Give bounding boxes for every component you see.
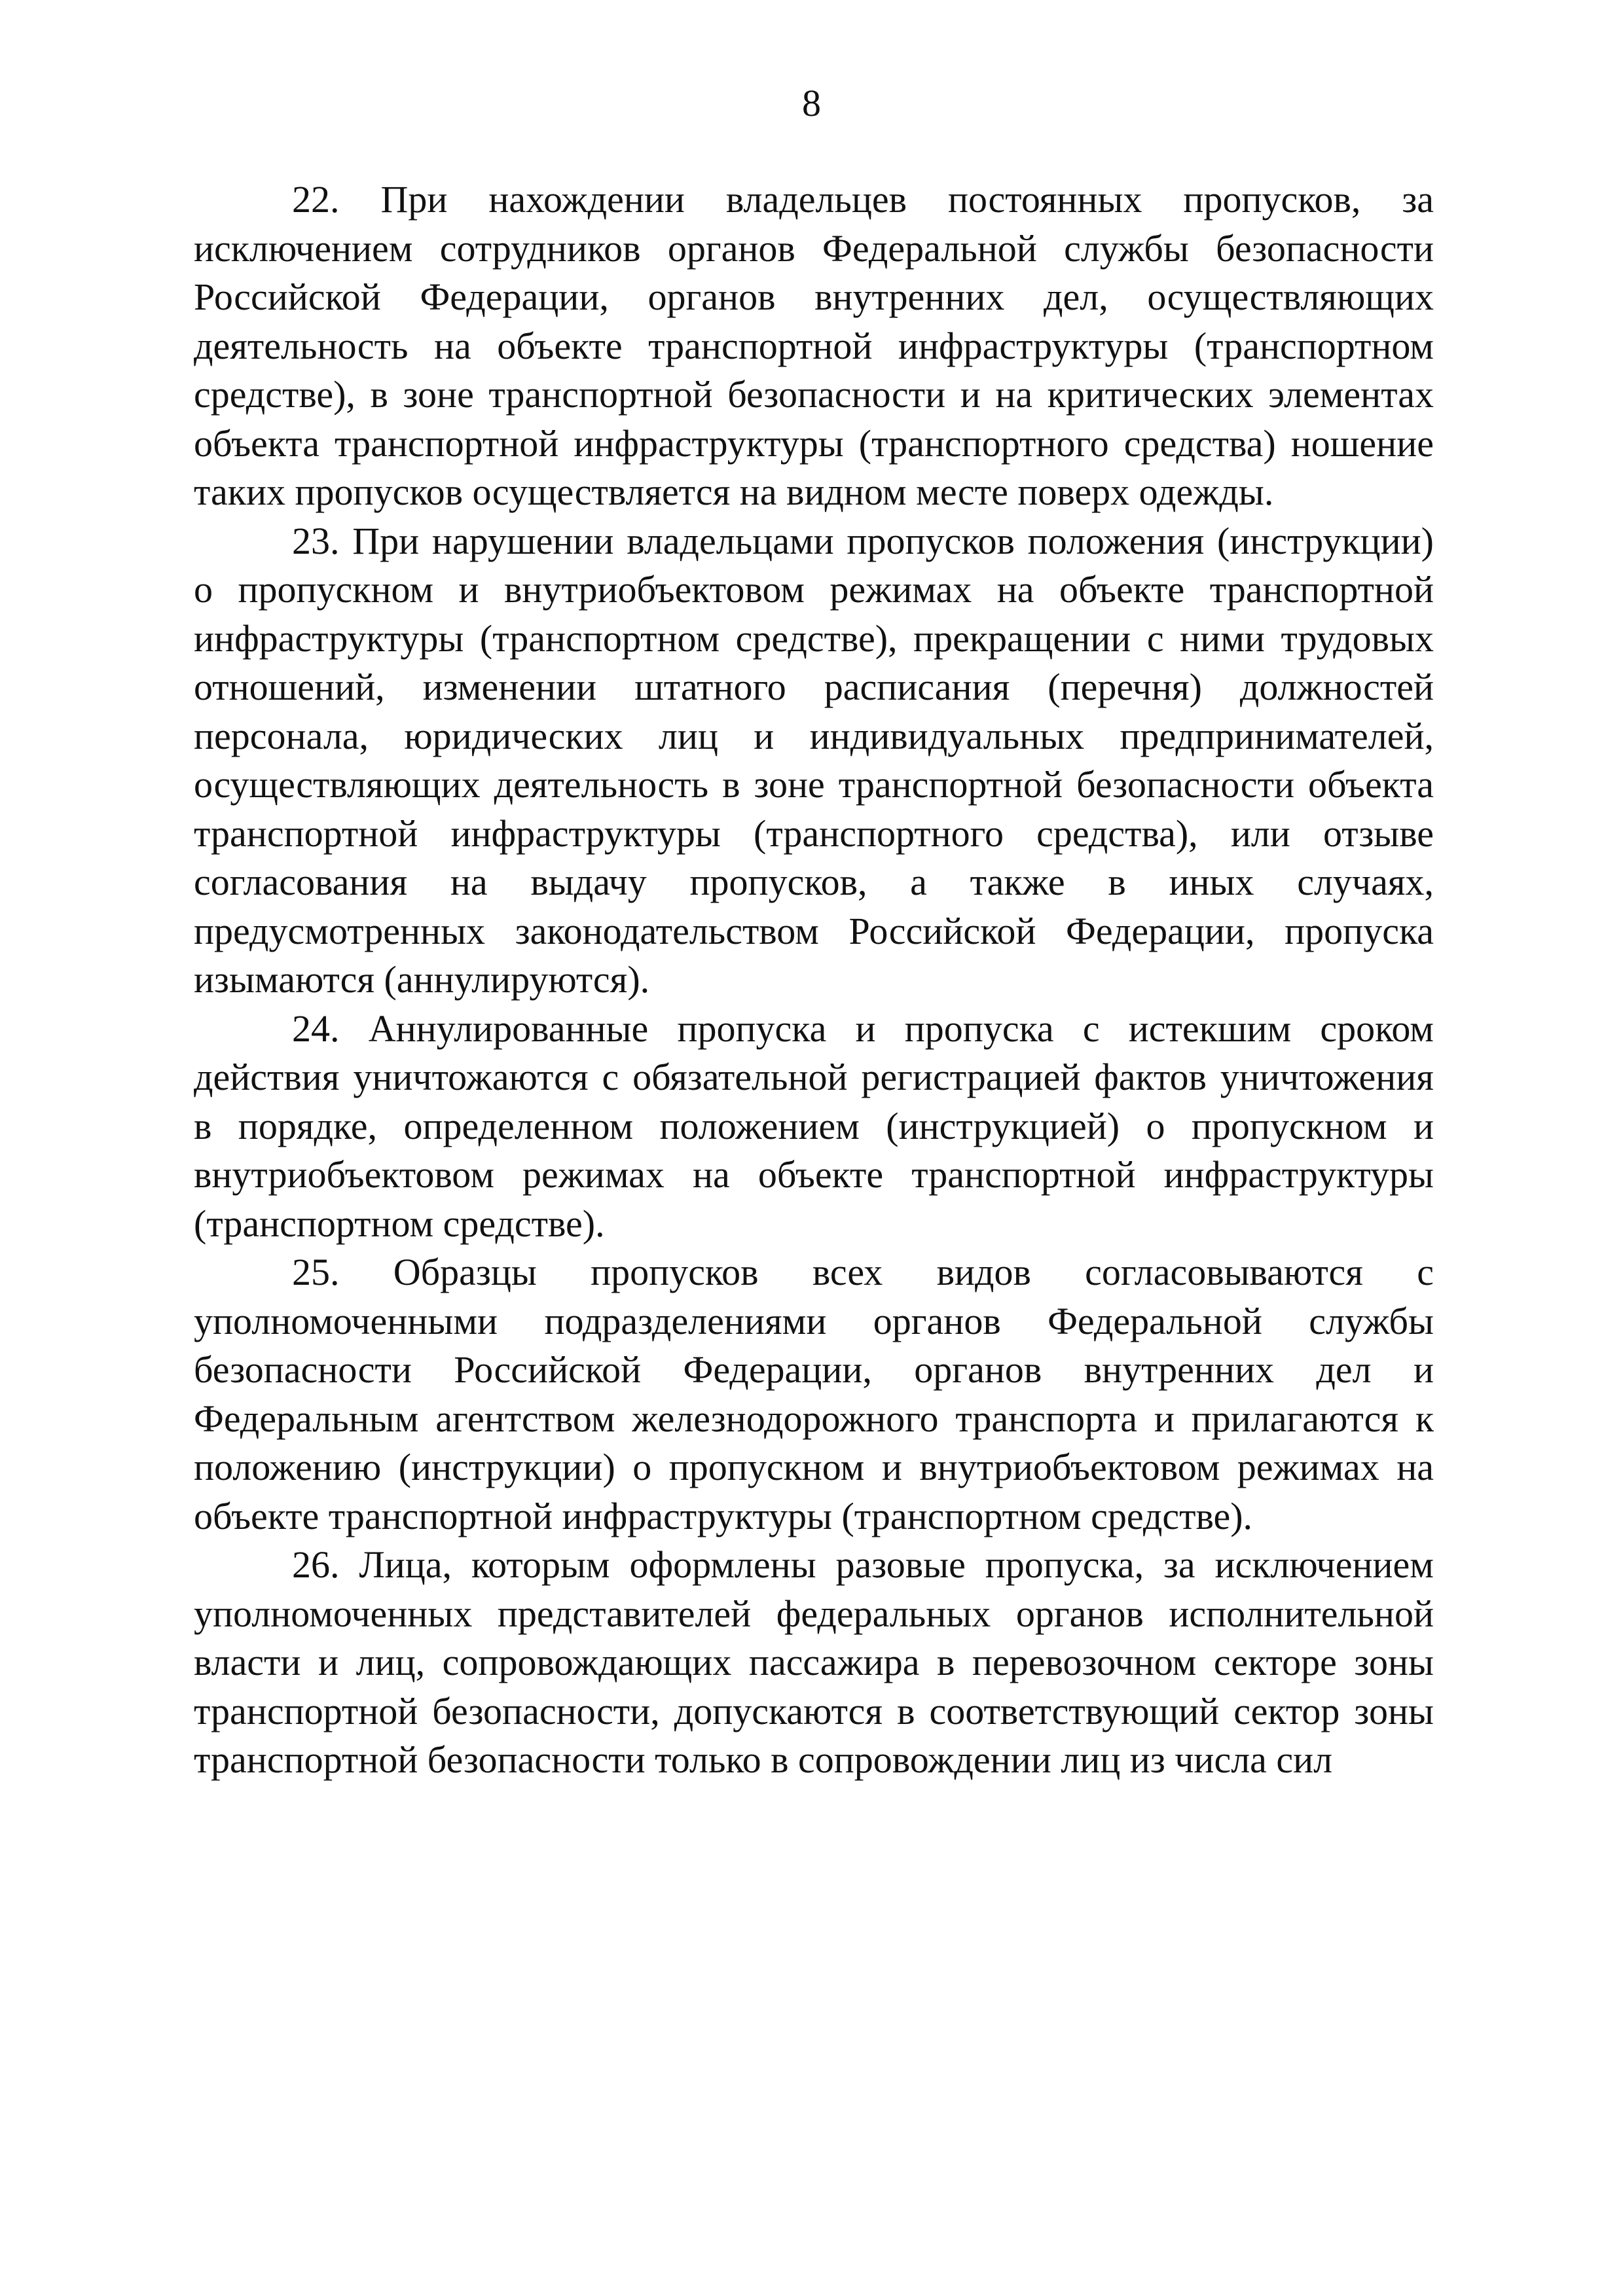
paragraph-25: 25. Образцы пропусков всех видов согласовываются с уполномоченными подразделениями органов Федеральной службы безопасности Российской Федерации, органов внутренних дел и Федеральным агентством железнодорожного транспорта и прилагаются к положению (инструкции) о пропускном и внутриобъектовом режимах на объекте транспортной инфраструктуры (транспортном средстве).	[194, 1251, 1434, 1537]
paragraph-24: 24. Аннулированные пропуска и пропуска с истекшим сроком действия уничтожаются с обязательной регистрацией фактов уничтожения в порядке, определенном положением (инструкцией) о пропускном и внутриобъектовом режимах на объекте транспортной инфраструктуры (транспортном средстве).	[194, 1007, 1434, 1245]
paragraph-23: 23. При нарушении владельцами пропусков положения (инструкции) о пропускном и внутриобъектовом режимах на объекте транспортной инфраструктуры (транспортном средстве), прекращении с ними трудовых отношений, изменении штатного расписания (перечня) должностей персонала, юридических лиц и индивидуальных предпринимателей, осуществляющих деятельность в зоне транспортной безопасности объекта транспортной инфраструктуры (транспортного средства), или отзыве согласования на выдачу пропусков, а также в иных случаях, предусмотренных законодательством Российской Федерации, пропуска изымаются (аннулируются).	[194, 519, 1434, 1001]
paragraph-26: 26. Лица, которым оформлены разовые пропуска, за исключением уполномоченных представителей федеральных органов исполнительной власти и лиц, сопровождающих пассажира в перевозочном секторе зоны транспортной безопасности, допускаются в соответствующий сектор зоны транспортной безопасности только в сопровождении лиц из числа сил	[194, 1543, 1434, 1781]
page-number: 8	[802, 82, 821, 124]
paragraph-22: 22. При нахождении владельцев постоянных пропусков, за исключением сотрудников органов Федеральной службы безопасности Российской Федерации, органов внутренних дел, осуществляющих деятельность на объекте транспортной инфраструктуры (транспортном средстве), в зоне транспортной безопасности и на критических элементах объекта транспортной инфраструктуры (транспортного средства) ношение таких пропусков осуществляется на видном месте поверх одежды.	[194, 178, 1434, 513]
document-body	[194, 175, 1434, 1785]
